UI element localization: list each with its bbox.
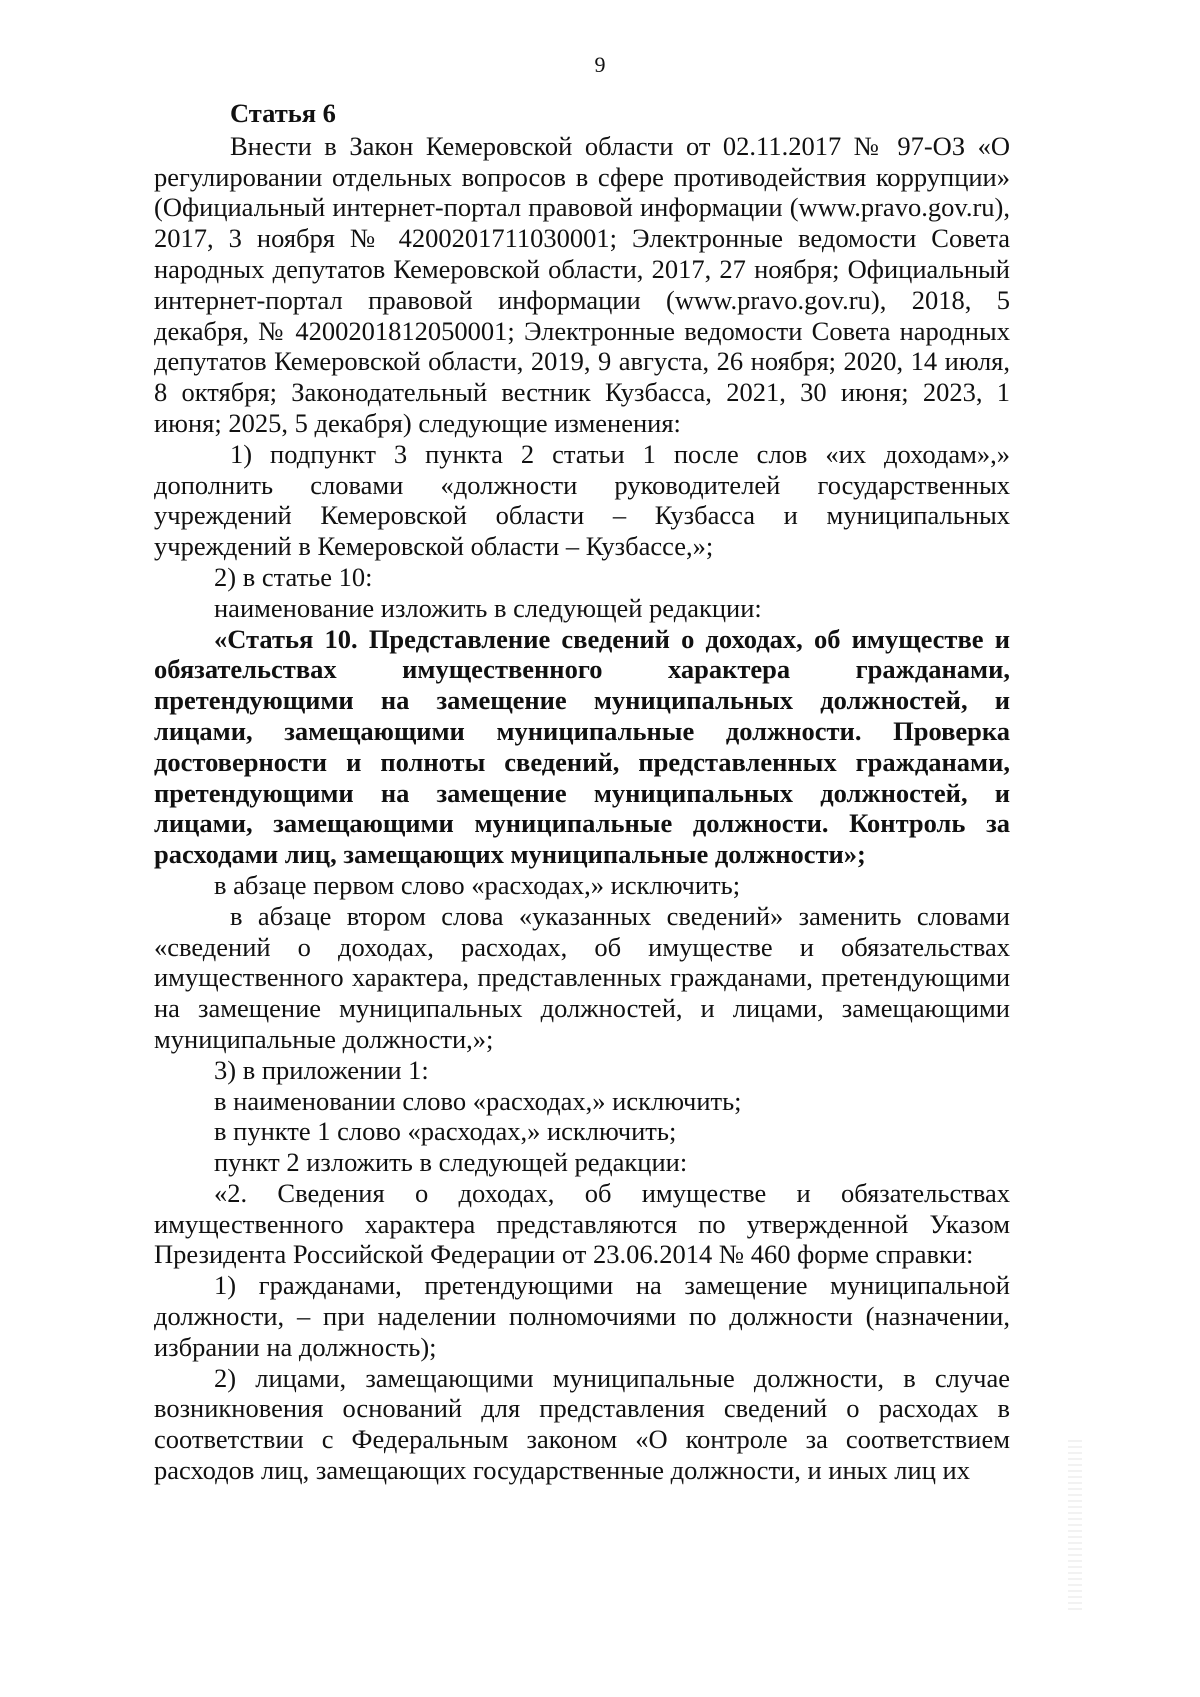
paragraph-item-3-a: в наименовании слово «расходах,» исключить; — [214, 1085, 742, 1116]
article-heading: Статья 6 — [230, 98, 336, 128]
paragraph-point-2-2: 2) лицами, замещающими муниципальные должности, в случае возникновения оснований для представления сведений о расходах в соответствии с Федеральным законом «О контроле за соответствием расходов лиц, замещающих государственные должности, и иных лиц их — [154, 1362, 1010, 1486]
document-body — [154, 98, 1010, 1486]
paragraph-point-2: «2. Сведения о доходах, об имуществе и обязательствах имущественного характера представляются по утвержденной Указом Президента Российской Федерации от 23.06.2014 № 460 форме справки: — [154, 1177, 1010, 1270]
paragraph-item-2-abz2: в абзаце втором слова «указанных сведений» заменить словами «сведений о доходах, расходах, об имуществе и обязательствах имущественного характера, представленных гражданами, претендующими на замещение муниципальных должностей, и лицами, замещающими муниципальные должности,»; — [154, 900, 1010, 1054]
paragraph-item-2-abz1: в абзаце первом слово «расходах,» исключить; — [214, 869, 741, 900]
paragraph-intro: Внести в Закон Кемеровской области от 02.11.2017 № 97-ОЗ «О регулировании отдельных вопросов в сфере противодействия коррупции» (Официальный интернет-портал правовой информации (www.pravo.gov.ru), 2017, 3 ноября № 4200201711030001; Электронные ведомости Совета народных депутатов Кемеровской области, 2017, 27 ноября; Официальный интернет-портал правовой информации (www.pravo.gov.ru), 2018, 5 декабря, № 4200201812050001; Электронные ведомости Совета народных депутатов Кемеровской области, 2019, 9 августа, 26 ноября; 2020, 14 июля, 8 октября; Законодательный вестник Кузбасса, 2021, 30 июня; 2023, 1 июня; 2025, 5 декабря) следующие изменения: — [154, 130, 1010, 438]
paragraph-item-3-c: пункт 2 изложить в следующей редакции: — [214, 1147, 688, 1178]
paragraph-item-3-b: в пункте 1 слово «расходах,» исключить; — [214, 1116, 677, 1147]
paragraph-item-2: 2) в статье 10: — [214, 561, 373, 592]
paragraph-item-2-name: наименование изложить в следующей редакции: — [214, 592, 762, 623]
scan-noise-mark — [1068, 1440, 1082, 1610]
paragraph-point-2-1: 1) гражданами, претендующими на замещение муниципальной должности, – при наделении полномочиями по должности (назначении, избрании на должность); — [154, 1270, 1010, 1362]
paragraph-item-2-title: «Статья 10. Представление сведений о доходах, об имуществе и обязательствах имущественного характера гражданами, претендующими на замещение муниципальных должностей, и лицами, замещающими муниципальные должности. Проверка достоверности и полноты сведений, представленных гражданами, претендующими на замещение муниципальных должностей, и лицами, замещающими муниципальные должности. Контроль за расходами лиц, замещающих муниципальные должности»; — [154, 623, 1010, 870]
page-number: 9 — [594, 52, 606, 77]
paragraph-item-3: 3) в приложении 1: — [214, 1054, 429, 1085]
paragraph-item-1: 1) подпункт 3 пункта 2 статьи 1 после слов «их доходам»,» дополнить словами «должности руководителей государственных учреждений Кемеровской области – Кузбасса и муниципальных учреждений в Кемеровской области – Кузбассе,»; — [154, 438, 1010, 562]
